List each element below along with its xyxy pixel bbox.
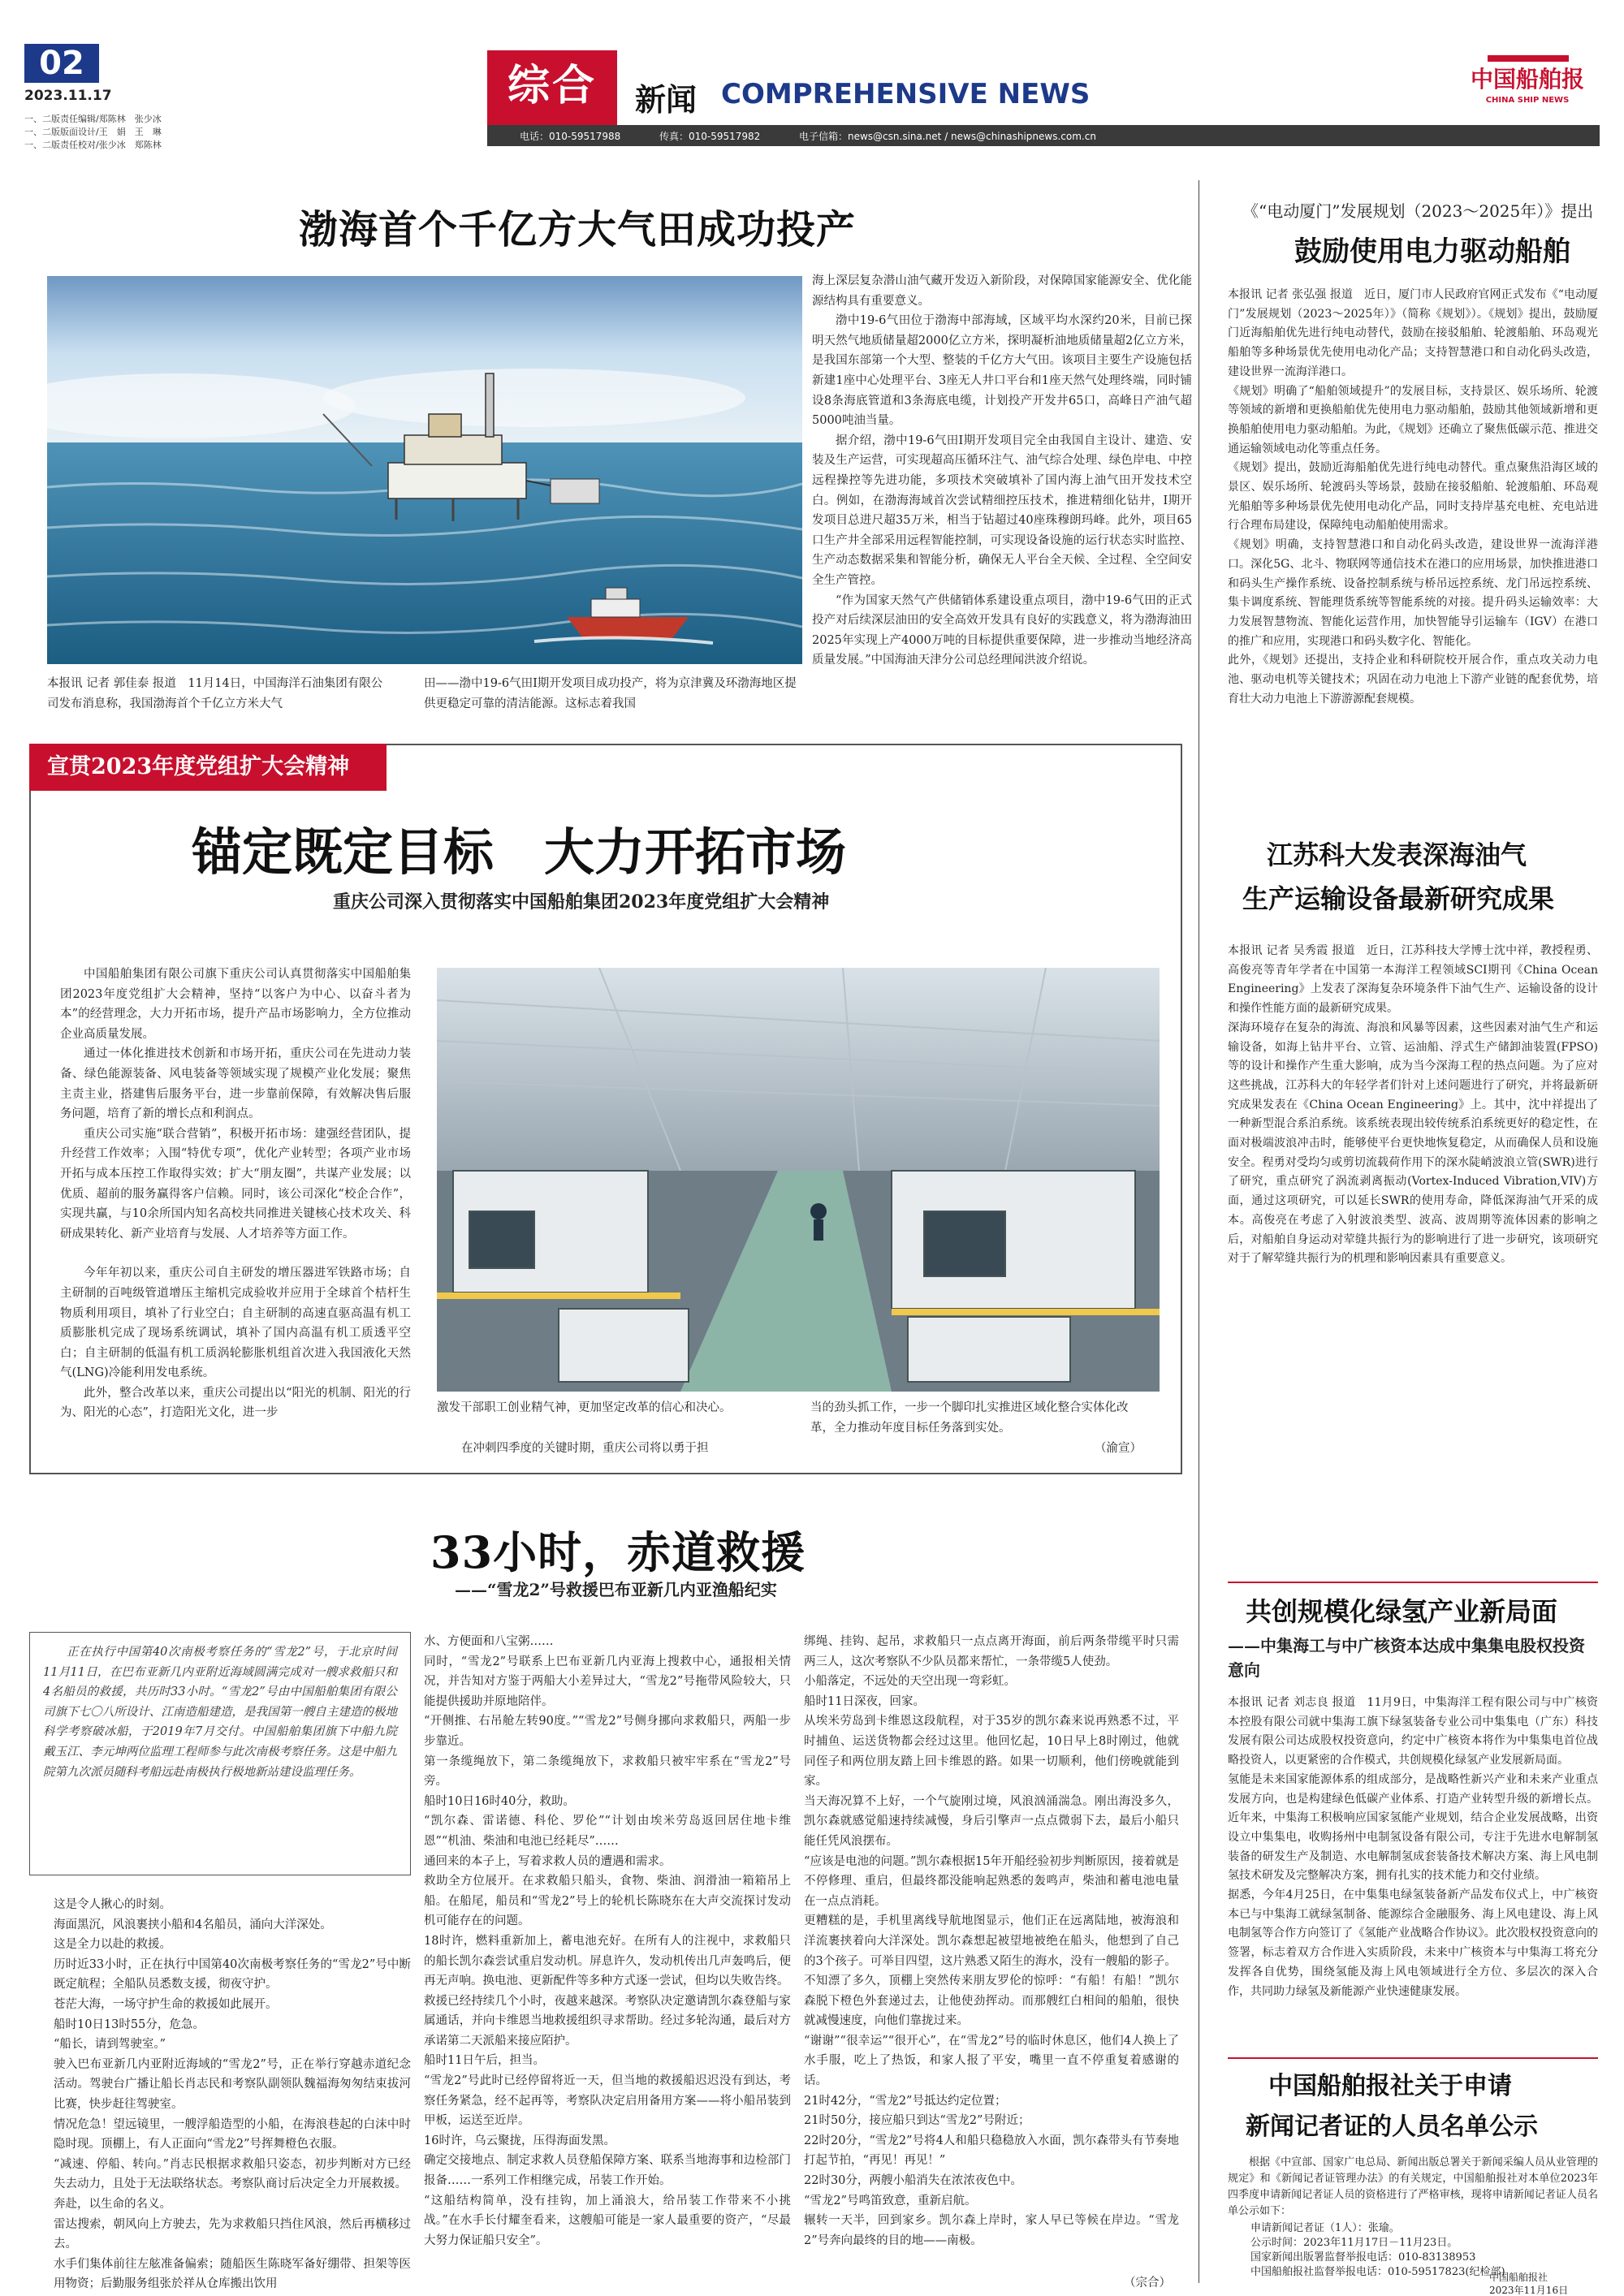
separator	[1228, 2057, 1598, 2059]
notice-line: 中国船舶报社监督举报电话：010-59517823(纪检部)	[1250, 2266, 1505, 2278]
feature-body	[60, 965, 411, 1423]
feature-byline: （渝宣）	[1095, 1442, 1142, 1455]
feature-caption-left2: 在冲刺四季度的关键时期，重庆公司将以勇于担	[461, 1442, 709, 1455]
phone-text: 电话：010-59517988	[520, 131, 621, 142]
caption-bohai-col1: 本报讯 记者 郭佳泰 报道 11月14日，中国海洋石油集团有限公司发布消息称，我国渤海首个千亿立方米大气	[47, 677, 383, 710]
notice-line: 国家新闻出版署监督举报电话：010-83138953	[1250, 2251, 1476, 2264]
kicker-xiamen: 《“电动厦门”发展规划（2023～2025年）》提出	[1242, 201, 1594, 221]
headline-notice-l1: 中国船舶报社关于申请	[1268, 2072, 1512, 2100]
headline-feature: 锚定既定目标 大力开拓市场	[192, 822, 847, 882]
rescue-col3: 绑绳、挂钩、起吊，求救船只一点点离开海面，前后两条带缆平时只需两三人，这次考察队不少队员都来帮忙，一条带缆5人使劲。 小船落定，不远处的天空出现一弯彩虹。 船时11日深夜，回家。 从埃米劳岛到卡维恩这段航程，对于35岁的凯尔森来说再熟悉不过，平时捕鱼、运送货物都会经过这里。他回忆起，10日早上8时刚过，他就同侄子和两位朋友踏上回卡维恩的路。如果一切顺利，他们傍晚就能到家。 当天海况算不上好，一个气旋刚过境，风浪汹涌湍急。刚出海没多久，凯尔森就感觉船速持续减慢，身后引擎声一点点微弱下去，最后小船只能任凭风浪摆布。 “应该是电池的问题。”凯尔森根据15年开船经验初步判断原因，接着就是不停修理、重启，但最终都没能响起熟悉的轰鸣声，柴油和蓄电池电量在一点点消耗。 更糟糕的是，手机里离线导航地图显示，他们正在远离陆地，被海浪和洋流裹挟着向大洋深处。凯尔森想起被望地被绝在船头，他想到了自己的3个孩子。可举目四望，这片熟悉又陌生的海水，没有一艘船的影子。 不知漂了多久，顶棚上突然传来朋友罗伦的惊呼：“有船！有船！”凯尔森脱下橙色外套递过去，让他使劲挥动。而那艘红白相间的船舶，很快就减慢速度，向他们靠拢过来。 “谢谢”“很幸运”“很开心”，在“雪龙2”号的临时休息区，他们4人换上了水手服，吃上了热饭，和家人报了平安，嘴里一直不停重复着感谢的话。 21时42分，“雪龙2”号抵达约定位置； 21时50分，接应船只到达“雪龙2”号附近； 22时20分，“雪龙2”号将4人和船只稳稳放入水面，凯尔森带头有节奏地打起节拍，“再见！再见！” 22时30分，两艘小船消失在浓浓夜色中。 “雪龙2”号鸣笛致意，重新启航。 辗转一天半，回到家乡。凯尔森上岸时，家人早已等候在岸边。“雪龙2”号奔向最终的目的地——南极。	[804, 1635, 1179, 2247]
rescue-lead: 正在执行中国第40次南极考察任务的“雪龙2”号，于北京时间11月11日，在巴布亚新几内亚附近海域圆满完成对一艘求救船只和4名船员的救援，共历时33小时。“雪龙2”号由中国船舶集团有限公司旗下七〇八所设计、江南造船建造，是我国第一艘自主建造的极地科学考察破冰船，于2019年7月交付。中国船舶集团旗下中船九院戴玉江、李元坤两位监理工程师参与此次南极考察任务。这是中船九院第九次派员随科考船远赴南极执行极地新站建设监理任务。	[43, 1646, 397, 1779]
paragraph: 渤中19-6气田位于渤海中部海域，区域平均水深约20米，目前已探明天然气地质储量超2000亿立方米，探明凝析油地质储量超2亿立方米，是我国东部第一个大型、整装的千亿方大气田。该项目主要生产设施包括新建1座中心处理平台、3座无人井口平台和1座天然气处理终端，同时铺设8条海底管道和3条海底电缆，计划投产开发井65口，高峰日产油气超5000吨油当量。	[812, 314, 1192, 428]
issue-date: 2023.11.17	[24, 88, 112, 104]
notice-sign: 中国船舶报社	[1489, 2272, 1548, 2283]
paragraph: 此外，整合改革以来，重庆公司提出以“阳光的机制、阳光的行为、阳光的心态”，打造阳光文化，进一步	[60, 1386, 411, 1420]
masthead-logo: 中国船舶报	[1470, 66, 1584, 93]
headline-xiamen: 鼓励使用电力驱动船舶	[1294, 235, 1570, 268]
headline-notice-l2: 新闻记者证的人员名单公示	[1246, 2113, 1538, 2141]
body-hydrogen: 本报讯 记者 刘志良 报道 11月9日，中集海洋工程有限公司与中广核资本控股有限公司就中集海工旗下绿氢装备专业公司中集集电（广东）科技发展有限公司达成股权投资意向，约定中广核资本将作为中集集电首位战略投资人，以更紧密的合作模式，共创规模化绿氢产业发展新局面。 氢能是未来国家能源体系的组成部分，是战略性新兴产业和未来产业重点发展方向，也是构建绿色低碳产业体系、打造产业转型升级的新增长点。近年来，中集海工积极响应国家氢能产业规划，结合企业发展战略，出资设立中集集电，收购扬州中电制氢设备有限公司，专注于先进水电解制氢装备的研发生产及制造、水电解制氢成套装备技术解决方案、海上风电制氢技术研发及完整解决方案，拥有扎实的技术能力和交付业绩。 据悉，今年4月25日，在中集集电绿氢装备新产品发布仪式上，中广核资本已与中集海工就绿氢制备、能源综合金融服务、海上风电建设、海上风电制氢等合作方向签订了《氢能产业战略合作协议》。此次股权投资意向的签署，标志着双方合作进入实质阶段，未来中广核资本与中集海工将充分发挥各自优势，围绕氢能及海上风电领域进行全方位、多层次的深入合作，共同助力绿氢及新能源产业快速健康发展。	[1228, 1696, 1598, 1998]
rescue-col2: 水、方便面和八宝粥…… 同时，“雪龙2”号联系上巴布亚新几内亚海上搜救中心，通报相关情况，并告知对方鉴于两船大小差异过大，“雪龙2”号拖带风险较大，只能提供援助并原地陪伴。 “开侧推、右吊舱左转90度。”“雪龙2”号侧身挪向求救船只，两船一步步靠近。 第一条缆绳放下，第二条缆绳放下，求救船只被牢牢系在“雪龙2”号旁。 船时10日16时40分，救助。 “凯尔森、雷诺德、科伦、罗伦”“计划由埃米劳岛返回居住地卡维恩”“机油、柴油和电池已经耗尽”…… 通回来的本子上，写着求救人员的遭遇和需求。 救助全方位展开。在求救船只船头，食物、柴油、润滑油一箱箱吊上船。在船尾，船员和“雪龙2”号上的轮机长陈晓东在大声交流探讨发动机可能存在的问题。 18时许，燃料重新加上，蓄电池充好。在所有人的注视中，求救船只的船长凯尔森尝试重启发动机。屏息许久，发动机传出几声轰鸣后，便再无声响。换电池、更新配件等多种方式逐一尝试，但均以失败告终。 救援已经持续几个小时，夜越来越深。考察队决定邀请凯尔森登船与家属通话，并向卡维恩当地救援组织寻求帮助。经过多轮沟通，最后对方承诺第二天派船来接应陌护。 船时11日午后，担当。 “雪龙2”号此时已经停留将近一天，但当地的救援船迟迟没有到达，考察任务紧急，经不起再等，考察队决定启用备用方案——将小船吊装到甲板，运送至近岸。 16时许，乌云聚拢，压得海面发黑。 确定交接地点、制定求救人员登船保障方案、联系当地海事和边检部门报备……一系列工作相继完成，吊装工作开始。 “这船结构简单，没有挂钩，加上涌浪大，给吊装工作带来不小挑战。”在水手长付耀奎看来，这艘船可能是一家人最重要的资产，“尽最大努力保证船只安全”。	[424, 1635, 791, 2247]
feature-caption-right: 当的劲头抓工作，一步一个脚印扎实推进区域化整合实体化改革，全力推动年度目标任务落到实处。	[810, 1401, 1129, 1435]
paragraph: 海上深层复杂潜山油气藏开发迈入新阶段，对保障国家能源安全、优化能源结构具有重要意义。	[812, 274, 1192, 308]
editor-line: 一、二版版面设计/王 娟 王 琳	[24, 127, 162, 137]
headline-jiangsu-l1: 江苏科大发表深海油气	[1267, 839, 1527, 870]
feature-banner: 宣贯2023年度党组扩大会精神	[29, 744, 387, 791]
subhead-rescue: ——“雪龙2”号救援巴布亚新几内亚渔船纪实	[455, 1580, 777, 1599]
paragraph: 重庆公司实施“联合营销”，积极开拓市场：建强经营团队，提升经营工作效率；入围“特优专项”，优化产业转型；各项产业市场开拓与成本压控工作取得实效；扩大“朋友圈”，共谋产业发展；以优质、超前的服务赢得客户信赖。同时，该公司深化“校企合作”，实现共赢，与10余所国内知名高校共同推进关键核心技术攻关、科研成果转化、新产业培育与发展、人才培养等方面工作。	[60, 1127, 411, 1241]
rescue-lead-box	[29, 1632, 411, 1875]
headline-rescue: 33小时，赤道救援	[430, 1526, 806, 1578]
rescue-col1: 这是令人揪心的时刻。 海面黑沉，风浪裹挟小船和4名船员，涌向大洋深处。 这是全力以赴的救援。 历时近33小时，正在执行中国第40次南极考察任务的“雪龙2”号中断既定航程；全船队员悉数支援，彻夜守护。 苍茫大海，一场守护生命的救援如此展开。 船时10日13时55分，危急。 “船长，请到驾驶室。” 驶入巴布亚新几内亚附近海域的“雪龙2”号，正在举行穿越赤道纪念活动。驾驶台广播让船长肖志民和考察队副领队魏福海匆匆结束拔河比赛，快步赶往驾驶室。 情况危急！望远镜里，一艘浮船造型的小船，在海浪巷起的白沫中时隐时现。顶棚上，有人正面向“雪龙2”号挥舞橙色衣服。 “减速、停船、转向。”肖志民根据求救船只姿态，初步判断对方已经失去动力，且处于无法联络状态。考察队商讨后决定全力开展救援。 奔赴，以生命的名义。 雷达搜索，朝风向上方驶去，先为求救船只挡住风浪，然后再横移过去。 水手们集体前往左舷准备偏索；随船医生陈晓军备好绷带、担架等医用物资；后勤服务组张於祥从仓库搬出饮用	[54, 1898, 411, 2291]
body-xiamen: 本报讯 记者 张弘强 报道 近日，厦门市人民政府官网正式发布《“电动厦门”发展规划（2023～2025年）》（简称《规划》）。《规划》提出，鼓励厦门近海船舶优先进行纯电动替代，鼓励在接驳船舶、轮渡船舶、环岛观光船舶等多种场景优先使用电动化产品；支持智慧港口和自动化码头改造，建设世界一流海洋港口。 《规划》明确了“船舶领域提升”的发展目标，支持景区、娱乐场所、轮渡等领域的新增和更换船舶优先使用电力驱动船舶，鼓励其他领域新增和更换船舶使用电力驱动船舶。为此，《规划》还确立了聚焦低碳示范、推进交通运输领域电动化等重点任务。 《规划》提出，鼓励近海船舶优先进行纯电动替代。重点聚焦沿海区域的景区、娱乐场所、轮渡码头等场景，鼓励在接驳船舶、轮渡船舶、环岛观光船舶等多种场景优先使用电动化产品，同时支持岸基充电桩、充电站进行合理布局建设，保障纯电动船舶使用需求。 《规划》明确，支持智慧港口和自动化码头改造，建设世界一流海洋港口。深化5G、北斗、物联网等通信技术在港口的应用场景，加快推进港口和码头生产操作系统、设备控制系统与桥吊远控系统、龙门吊远控系统、集卡调度系统、智能理货系统等智能系统的对接。提升码头运输效率：大力发展智慧物流、智能化运营作用，加快智能导引运输车（IGV）在港口的推广和应用，实现港口和码头数字化、智能化。 此外，《规划》还提出，支持企业和科研院校开展合作，重点攻关动力电池、驱动电机等关键技术；巩固在动力电池上下游产业链的配套优势，培育壮大动力电池上下游游源配套规模。	[1228, 288, 1598, 706]
body-notice: 根据《中宣部、国家广电总局、新闻出版总署关于新闻采编人员从业管理的规定》和《新闻记者证管理办法》的有关规定，中国船舶报社对本单位2023年四季度申请新闻记者证人员的资格进行了严格审核，现将申请新闻记者证人员名单公示如下：	[1228, 2156, 1598, 2217]
photo-factory-floor	[437, 968, 1160, 1392]
paragraph: 今年年初以来，重庆公司自主研发的增压器进军铁路市场；自主研制的百吨级管道增压主缩机完成验收并应用于全球首个桔杆生物质利用项目，填补了行业空白；自主研制的高速直驱高温有机工质膨胀机完成了现场系统调试，填补了国内高温有机工质透平空白；自主研制的低温有机工质涡轮膨胀机组首次进入我国液化天然气(LNG)冷能利用发电系统。	[60, 1267, 411, 1380]
separator	[1228, 1582, 1598, 1583]
logo-tag	[1488, 55, 1569, 62]
editor-line: 一、二版责任编辑/郑陈林 张少冰	[24, 114, 162, 124]
subhead-hydrogen: ——中集海工与中广核资本达成中集集电股权投资意向	[1228, 1636, 1585, 1680]
notice-date: 2023年11月16日	[1489, 2285, 1569, 2296]
notice-line: 公示时间：2023年11月17日－11月23日。	[1250, 2237, 1458, 2249]
caption-bohai-col2: 田——渤中19-6气田Ⅰ期开发项目成功投产，将为京津冀及环渤海地区提供更稳定可靠的清洁能源。这标志着我国	[424, 677, 797, 710]
headline-jiangsu-l2: 生产运输设备最新研究成果	[1242, 883, 1555, 914]
email-text: 电子信箱：news@csn.sina.net / news@chinashipnews.com.cn	[799, 131, 1096, 142]
rescue-byline: （宗合）	[1124, 2277, 1171, 2290]
subhead-feature: 重庆公司深入贯彻落实中国船舶集团2023年度党组扩大会精神	[333, 891, 830, 913]
headline-bohai: 渤海首个千亿方大气田成功投产	[299, 207, 857, 252]
paragraph: “作为国家天然气产供储销体系建设重点项目，渤中19-6气田的正式投产对后续深层油田的安全高效开发具有良好的实践意义，将为渤海油田2025年实现上产4000万吨的目标提供重要保障，进一步推动当地经济高质量发展。”中国海油天津分公司总经理闻洪波介绍说。	[812, 593, 1192, 667]
section-badge: 综合	[487, 50, 617, 125]
feature-caption-left: 激发干部职工创业精气神，更加坚定改革的信心和决心。	[437, 1401, 732, 1414]
section-title-en: COMPREHENSIVE NEWS	[721, 78, 1091, 110]
body-jiangsu: 本报讯 记者 吴秀霞 报道 近日，江苏科技大学博士沈中祥，教授程勇、高俊亮等青年学者在中国第一本海洋工程领域SCI期刊《China Ocean Engineering》上发表了深海复杂环境条件下油气生产、运输设备的设计和操作性能方面的最新研究成果。 深海环境存在复杂的海流、海浪和风暴等因素，这些因素对油气生产和运输设备，如海上钻井平台、立管、运油船、浮式生产储卸油装置(FPSO)等的设计和操作产生重大影响，成为当今深海工程的热点问题。为了应对这些挑战，江苏科大的年轻学者们针对上述问题进行了研究，并将最新研究成果发表在《China Ocean Engineering》上。其中，沈中祥提出了一种新型混合系泊系统。该系统表现出较传统系泊系统更好的稳定性，在面对极端波浪冲击时，能够使平台更快地恢复稳定，从而确保人员和设施安全。程勇对受均匀或剪切流载荷作用下的深水陡峭波浪立管(SWR)进行了研究，重点研究了涡流剥离振动(Vortex-Induced Vibration,VIV)方面，通过这项研究，可以延长SWR的使用寿命，降低深海油气开采的成本。高俊亮在考虑了入射波浪类型、波高、波周期等流体因素的影响之后，对船舶自身运动对荤缝共振行为的影响进行了进一步研究，该项研究对于了解荤缝共振行为的机理和影响因素具有重要意义。	[1228, 944, 1598, 1266]
paragraph: 据介绍，渤中19-6气田Ⅰ期开发项目完全由我国自主设计、建造、安装及生产运营，可实现超高压循环注气、油气综合处理、绿色岸电、中控远程操控等先进功能，多项技术突破填补了国内海上油气田开发技术空白。例如，在渤海海域首次尝试精细控压技术，推进精细化钻井，Ⅰ期开发项目总进尺超35万米，相当于钻超过40座珠穆朗玛峰。此外，项目65口生产井全部采用远程智能控制，可实现设备设施的运行状态实时监控、生产动态数据采集和智能分析，确保无人平台全天候、全过程、全空间安全生产管控。	[812, 434, 1192, 587]
notice-line: 申请新闻记者证（1人）：张瑜。	[1250, 2222, 1400, 2234]
headline-hydrogen: 共创规模化绿氢产业新局面	[1246, 1596, 1558, 1627]
photo-offshore-platform	[47, 276, 802, 664]
section-title-cn: 新闻	[635, 81, 698, 118]
paragraph: 中国船舶集团有限公司旗下重庆公司认真贯彻落实中国船舶集团2023年度党组扩大会精神，坚持“以客户为中心、以奋斗者为本”的经营理念，大力开拓市场，提升产品市场影响力，全方位推动企业高质量发展。	[60, 968, 411, 1041]
article-bohai-body	[812, 271, 1192, 671]
masthead-logo-en: CHINA SHIP NEWS	[1485, 96, 1570, 105]
page-number: 02	[24, 44, 99, 83]
contact-bar	[487, 125, 1600, 146]
fax-text: 传真：010-59517982	[659, 131, 761, 142]
editor-line: 一、二版责任校对/张少冰 郑陈林	[24, 140, 162, 150]
paragraph: 通过一体化推进技术创新和市场开拓，重庆公司在先进动力装备、绿色能源装备、风电装备等领域实现了规模产业化发展；聚焦主责主业，搭建售后服务平台，进一步靠前保障，有效解决售后服务问题，培育了新的增长点和利润点。	[60, 1047, 411, 1121]
